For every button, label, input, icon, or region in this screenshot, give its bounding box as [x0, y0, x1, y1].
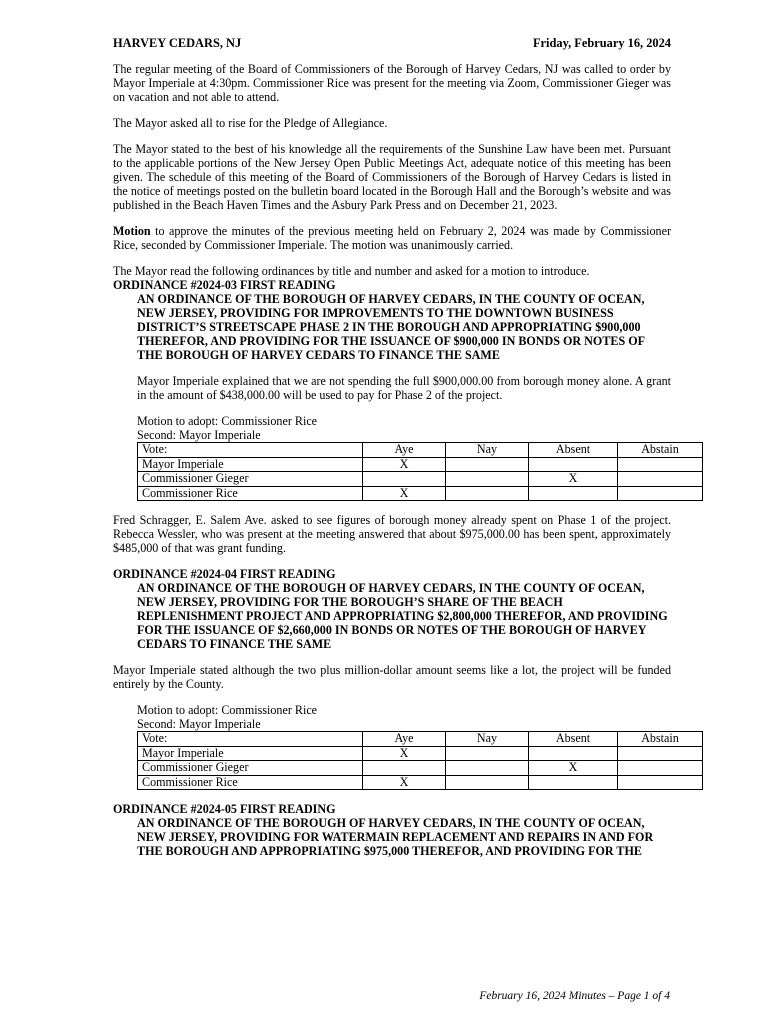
vote-cell [363, 761, 446, 776]
public-comment-paragraph: Fred Schragger, E. Salem Ave. asked to see figures of borough money already spent on Phase 1 of the project. Rebecca Wessler, who was present at the meeting answered that about $975,000.00 has been spent, approximately $485,000 of that was grant funding. [113, 513, 671, 555]
ordinance-title: AN ORDINANCE OF THE BOROUGH OF HARVEY CEDARS, IN THE COUNTY OF OCEAN, NEW JERSEY, PROVIDING FOR IMPROVEMENTS TO THE DOWNTOWN BUSINESS DISTRICT’S STREETSCAPE PHASE 2 IN THE BOROUGH AND APPROPRIATING $900,000 THEREFOR, AND PROVIDING FOR THE ISSUANCE OF $900,000 IN BONDS OR NOTES OF THE BOROUGH OF HARVEY CEDARS TO FINANCE THE SAME [137, 292, 645, 362]
vote-cell: X [363, 457, 446, 472]
vote-cell [618, 472, 703, 487]
vote-cell: X [529, 761, 618, 776]
table-row [138, 472, 703, 487]
vote-header-cell: Nay [446, 443, 529, 458]
vote-cell: X [363, 746, 446, 761]
vote-table-header [138, 443, 703, 458]
table-row [138, 761, 703, 776]
vote-header-cell: Absent [529, 732, 618, 747]
sunshine-law-paragraph: The Mayor stated to the best of his knowledge all the requirements of the Sunshine Law have been met. Pursuant to the applicable portions of the New Jersey Open Public Meetings Act, adequate notice of this meeting has been given. The schedule of this meeting of the Board of Commissioners of the Borough of Harvey Cedars is listed in the notice of meetings posted on the bulletin board located in the Borough Hall and the Borough’s website and was published in the Beach Haven Times and the Asbury Park Press and on December 21, 2023. [113, 142, 671, 212]
voter-name: Mayor Imperiale [138, 746, 363, 761]
motion-text: to approve the minutes of the previous meeting held on February 2, 2024 was made by Commissioner Rice, seconded by Commissioner Imperiale. The motion was unanimously carried. [113, 224, 671, 252]
vote-cell: X [529, 472, 618, 487]
page-footer: February 16, 2024 Minutes – Page 1 of 4 [479, 990, 670, 1002]
second-line: Second: Mayor Imperiale [137, 428, 261, 442]
minutes-motion-paragraph [113, 224, 671, 252]
vote-cell [446, 472, 529, 487]
vote-cell [529, 457, 618, 472]
vote-header-cell: Absent [529, 443, 618, 458]
ordinance-title: AN ORDINANCE OF THE BOROUGH OF HARVEY CEDARS, IN THE COUNTY OF OCEAN, NEW JERSEY, PROVIDING FOR THE BOROUGH’S SHARE OF THE BEACH REPLENISHMENT PROJECT AND APPROPRIATING $2,800,000 THEREFOR, AND PROVIDING FOR THE ISSUANCE OF $2,660,000 IN BONDS OR NOTES OF THE BOROUGH OF HARVEY CEDARS TO FINANCE THE SAME [137, 581, 668, 651]
vote-header-cell: Vote: [138, 732, 363, 747]
voter-name: Commissioner Gieger [138, 472, 363, 487]
vote-cell [446, 761, 529, 776]
ordinances-intro-paragraph: The Mayor read the following ordinances by title and number and asked for a motion to introduce. [113, 264, 590, 278]
vote-cell [618, 486, 703, 501]
vote-cell: X [363, 486, 446, 501]
vote-cell [446, 486, 529, 501]
vote-header-cell: Aye [363, 443, 446, 458]
vote-header-cell: Aye [363, 732, 446, 747]
vote-cell: X [363, 775, 446, 790]
voter-name: Commissioner Gieger [138, 761, 363, 776]
vote-cell [446, 775, 529, 790]
voter-name: Commissioner Rice [138, 775, 363, 790]
table-row [138, 486, 703, 501]
motion-line: Motion to adopt: Commissioner Rice [137, 703, 318, 717]
vote-cell [529, 775, 618, 790]
vote-header-cell: Vote: [138, 443, 363, 458]
table-row [138, 746, 703, 761]
vote-cell [446, 457, 529, 472]
vote-cell [529, 486, 618, 501]
ordinance-note: Mayor Imperiale stated although the two plus million-dollar amount seems like a lot, the project will be funded entirely by the County. [113, 663, 671, 691]
second-line: Second: Mayor Imperiale [137, 717, 261, 731]
vote-cell [446, 746, 529, 761]
ordinance-heading: ORDINANCE #2024-05 FIRST READING [113, 802, 336, 816]
table-row [138, 457, 703, 472]
vote-header-cell: Nay [446, 732, 529, 747]
voter-name: Commissioner Rice [138, 486, 363, 501]
vote-cell [618, 775, 703, 790]
motion-label: Motion [113, 224, 151, 238]
vote-header-cell: Abstain [618, 443, 703, 458]
vote-cell [618, 746, 703, 761]
ordinance-heading: ORDINANCE #2024-04 FIRST READING [113, 567, 336, 581]
document-body [113, 36, 679, 858]
motion-line: Motion to adopt: Commissioner Rice [137, 414, 318, 428]
header-date: Friday, February 16, 2024 [532, 36, 671, 50]
pledge-paragraph: The Mayor asked all to rise for the Pledge of Allegiance. [113, 116, 388, 130]
vote-table-header [138, 732, 703, 747]
vote-cell [363, 472, 446, 487]
page-header [113, 36, 671, 50]
call-to-order-paragraph: The regular meeting of the Board of Commissioners of the Borough of Harvey Cedars, NJ was called to order by Mayor Imperiale at 4:30pm. Commissioner Rice was present for the meeting via Zoom, Commissioner Gieger was on vacation and not able to attend. [113, 62, 671, 104]
vote-table [137, 442, 703, 501]
vote-cell [618, 457, 703, 472]
vote-header-cell: Abstain [618, 732, 703, 747]
ordinance-title: AN ORDINANCE OF THE BOROUGH OF HARVEY CEDARS, IN THE COUNTY OF OCEAN, NEW JERSEY, PROVIDING FOR WATERMAIN REPLACEMENT AND REPAIRS IN AND FOR THE BOROUGH AND APPROPRIATING $975,000 THEREFOR, AND PROVIDING FOR THE [137, 816, 654, 858]
ordinance-heading: ORDINANCE #2024-03 FIRST READING [113, 278, 336, 292]
vote-cell [529, 746, 618, 761]
voter-name: Mayor Imperiale [138, 457, 363, 472]
header-location: HARVEY CEDARS, NJ [113, 36, 242, 50]
vote-table [137, 731, 703, 790]
ordinance-note: Mayor Imperiale explained that we are not spending the full $900,000.00 from borough money alone. A grant in the amount of $438,000.00 will be used to pay for Phase 2 of the project. [137, 374, 671, 402]
table-row [138, 775, 703, 790]
vote-cell [618, 761, 703, 776]
